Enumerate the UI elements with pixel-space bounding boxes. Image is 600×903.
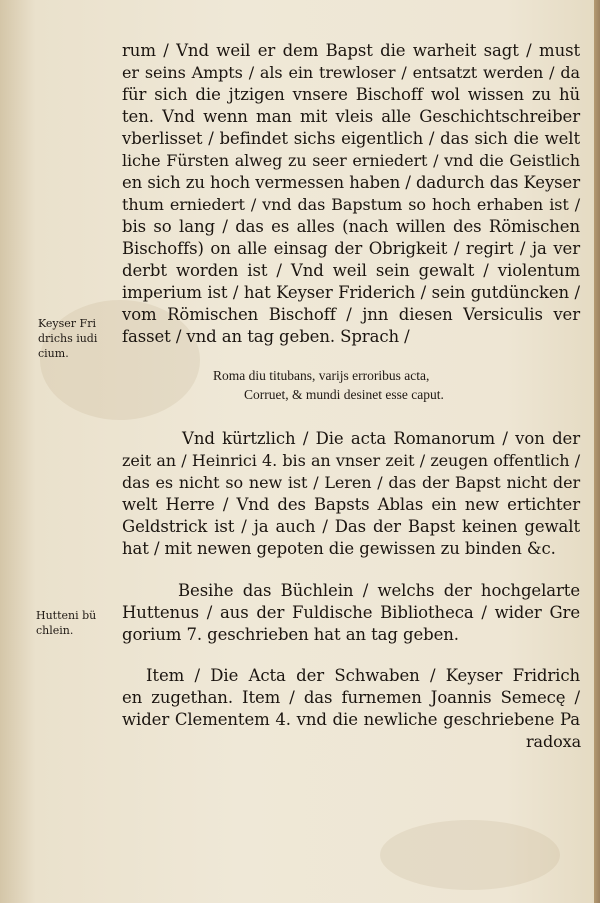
text-line: Bischoffs) on alle einsag der Obrigkeit / regirt / ja ver <box>122 239 580 258</box>
text-line: wider Clementem 4. vnd die newliche geschriebene Pa <box>122 710 580 729</box>
text-line: Item / Die Acta der Schwaben / Keyser Fridrich <box>146 666 580 685</box>
text-line: hat / mit newen gepoten die gewissen zu binden &c. <box>122 539 556 558</box>
text-line: zeit an / Heinrici 4. bis an vnser zeit / zeugen offentlich / <box>122 451 580 470</box>
text-line: vberlisset / befindet sichs eigentlich / das sich die welt <box>122 129 580 148</box>
margin-note-line: cium. <box>38 347 69 360</box>
text-line: Vnd kürtzlich / Die acta Romanorum / von der <box>182 429 580 448</box>
text-line: Huttenus / aus der Fuldische Bibliotheca / wider Gre <box>122 603 580 622</box>
text-line: er seins Ampts / als ein trewloser / entsatzt werden / da <box>122 63 580 82</box>
text-line: das es nicht so new ist / Leren / das der Bapst nicht der <box>122 473 580 492</box>
text-line: bis so lang / das es alles (nach willen des Römischen <box>122 217 580 236</box>
margin-note-line: Hutteni bü <box>36 609 97 622</box>
verse-line: Roma diu titubans, varijs erroribus acta, <box>213 368 430 383</box>
text-line: derbt worden ist / Vnd weil sein gewalt / violentum <box>122 261 580 280</box>
margin-note-line: Keyser Fri <box>38 317 96 330</box>
text-line: en zugethan. Item / das furnemen Joannis Semecę / <box>122 688 580 707</box>
text-line: Geldstrick ist / ja auch / Das der Bapst keinen gewalt <box>122 517 580 536</box>
text-line: en sich zu hoch vermessen haben / dadurch das Keyser <box>122 173 580 192</box>
paper-stain <box>380 820 560 890</box>
text-line: thum erniedert / vnd das Bapstum so hoch erhaben ist / <box>122 195 580 214</box>
text-line: für sich die jtzigen vnsere Bischoff wol wissen zu hü <box>122 85 580 104</box>
board-edge <box>594 0 600 903</box>
text-line: fasset / vnd an tag geben. Sprach / <box>122 327 410 346</box>
text-line: liche Fürsten alweg zu seer erniedert / vnd die Geistlich <box>122 151 580 170</box>
margin-note-line: chlein. <box>36 624 74 637</box>
verse-line: Corruet, & mundi desinet esse caput. <box>244 387 444 402</box>
margin-note-line: drichs iudi <box>38 332 98 345</box>
text-line: imperium ist / hat Keyser Friderich / sein gutdüncken / <box>122 283 580 302</box>
text-line: Besihe das Büchlein / welchs der hochgelarte <box>178 581 580 600</box>
text-line: gorium 7. geschrieben hat an tag geben. <box>122 625 459 644</box>
catchword: radoxa <box>526 732 582 751</box>
text-line: vom Römischen Bischoff / jnn diesen Versiculis ver <box>122 305 580 324</box>
text-line: ten. Vnd wenn man mit vleis alle Geschichtschreiber <box>122 107 580 126</box>
text-line: rum / Vnd weil er dem Bapst die warheit sagt / must <box>122 41 580 60</box>
text-line: welt Herre / Vnd des Bapsts Ablas ein new ertichter <box>122 495 580 514</box>
